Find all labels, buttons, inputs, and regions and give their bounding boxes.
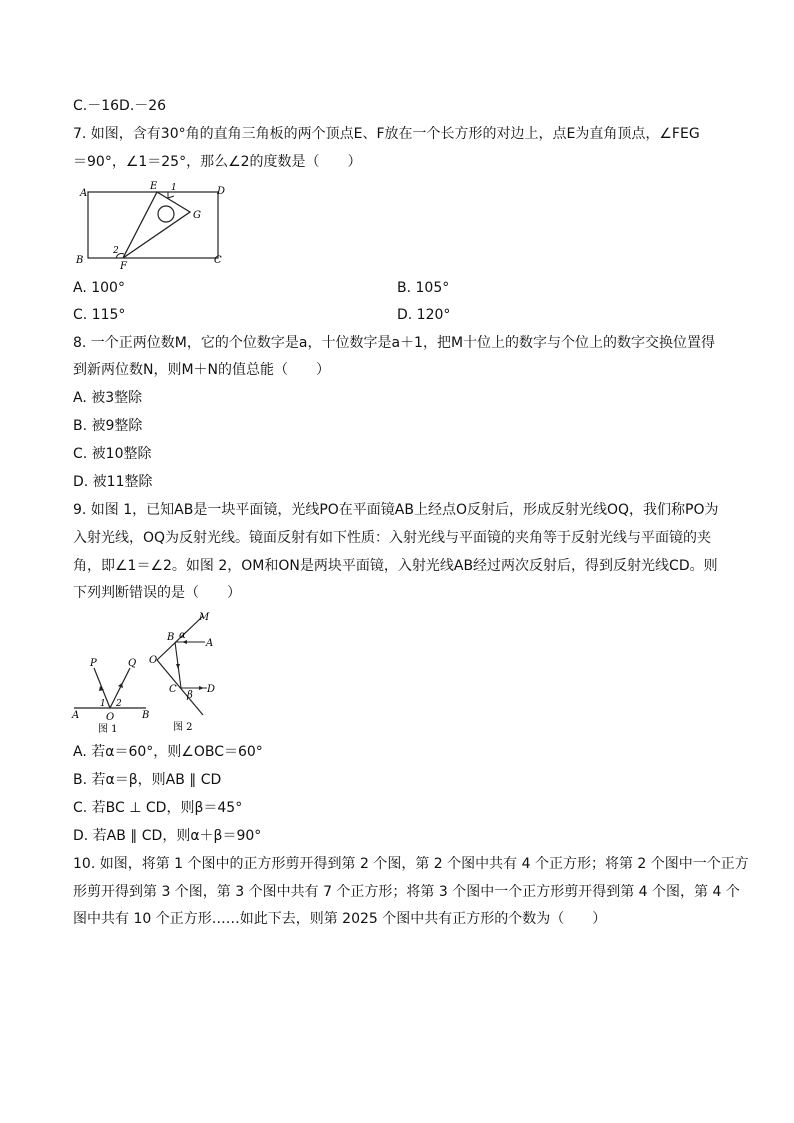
q7-figure (72, 178, 237, 270)
q9-fig1-label-P: P (90, 658, 97, 669)
q8-option-c: C. 被10整除 (73, 446, 152, 462)
q7-label-G: G (193, 210, 201, 221)
q9-option-b: B. 若α＝β，则AB ∥ CD (73, 772, 222, 788)
q7-label-C: C (214, 255, 222, 266)
q8-option-d: D. 被11整除 (73, 474, 153, 490)
q9-figure-2 (145, 612, 225, 737)
q8-option-b: B. 被9整除 (73, 418, 143, 434)
q7-label-B: B (76, 255, 84, 266)
q9-stem-line4: 下列判断错误的是（ ） (73, 585, 241, 601)
q7-label-angle1: 1 (171, 183, 177, 193)
q7-option-d: D. 120° (397, 307, 451, 323)
q7-stem-line1: 7. 如图，含有30°角的直角三角板的两个顶点E、F放在一个长方形的对边上，点E为直角顶点，∠FEG (73, 126, 700, 142)
q9-fig1-caption: 图 1 (98, 724, 118, 735)
q9-fig2-label-beta: β (187, 690, 193, 701)
q9-fig1-label-B: B (142, 710, 150, 721)
q9-fig2-label-M: M (199, 612, 210, 623)
q9-stem-line1: 9. 如图 1，已知AB是一块平面镜，光线PO在平面镜AB上经点O反射后，形成反射光线OQ，我们称PO为 (73, 502, 719, 518)
q10-stem-line2: 形剪开得到第 3 个图，第 3 个图中共有 7 个正方形；将第 3 个图中一个正方形剪开得到第 4 个图，第 4 个 (73, 884, 740, 900)
q7-label-A: A (80, 188, 88, 199)
q7-label-angle2: 2 (113, 246, 119, 256)
q9-fig2-label-C: C (169, 684, 177, 695)
q9-fig1-label-angle2: 2 (116, 699, 122, 709)
q9-fig1-label-angle1: 1 (100, 699, 106, 709)
q9-option-c: C. 若BC ⊥ CD，则β＝45° (73, 800, 243, 816)
q9-fig1-label-A: A (72, 710, 80, 721)
q9-fig2-label-O: O (149, 655, 158, 666)
q7-option-b: B. 105° (397, 280, 450, 296)
q7-label-E: E (150, 181, 158, 192)
q9-option-a: A. 若α＝60°，则∠OBC＝60° (73, 744, 263, 760)
q9-fig1-label-O: O (106, 712, 115, 723)
q8-option-a: A. 被3整除 (73, 390, 143, 406)
q9-fig2-label-A: A (206, 638, 214, 649)
q9-stem-line3: 角，即∠1＝∠2。如图 2，OM和ON是两块平面镜，入射光线AB经过两次反射后，得到反射光线CD。则 (73, 558, 718, 574)
q7-label-F: F (120, 261, 127, 270)
q8-stem-line2: 到新两位数N，则M＋N的值总能（ ） (73, 362, 331, 378)
q7-option-a: A. 100° (73, 280, 125, 296)
q9-option-d: D. 若AB ∥ CD，则α＋β＝90° (73, 828, 262, 844)
q7-stem-line2: ＝90°，∠1＝25°，那么∠2的度数是（ ） (73, 154, 362, 170)
q10-stem-line1: 10. 如图，将第 1 个图中的正方形剪开得到第 2 个图，第 2 个图中共有 4 个正方形；将第 2 个图中一个正方 (73, 856, 749, 872)
q9-fig2-caption: 图 2 (173, 722, 193, 733)
q9-fig2-label-B: B (167, 632, 175, 643)
q9-stem-line2: 入射光线，OQ为反射光线。镜面反射有如下性质：入射光线与平面镜的夹角等于反射光线与平面镜的夹 (73, 530, 712, 546)
q9-fig2-label-D: D (207, 684, 216, 695)
q10-stem-line3: 图中共有 10 个正方形……如此下去，则第 2025 个图中共有正方形的个数为（ ） (73, 911, 607, 927)
q9-fig2-label-alpha: α (179, 630, 186, 641)
q8-stem-line1: 8. 一个正两位数M，它的个位数字是a，十位数字是a＋1，把M十位上的数字与个位上的数字交换位置得 (73, 335, 716, 351)
q7-option-c: C. 115° (73, 307, 126, 323)
q6-options-tail: C.－16D.－26 (73, 98, 167, 114)
q9-fig1-label-Q: Q (128, 658, 137, 669)
q7-label-D: D (217, 186, 226, 197)
